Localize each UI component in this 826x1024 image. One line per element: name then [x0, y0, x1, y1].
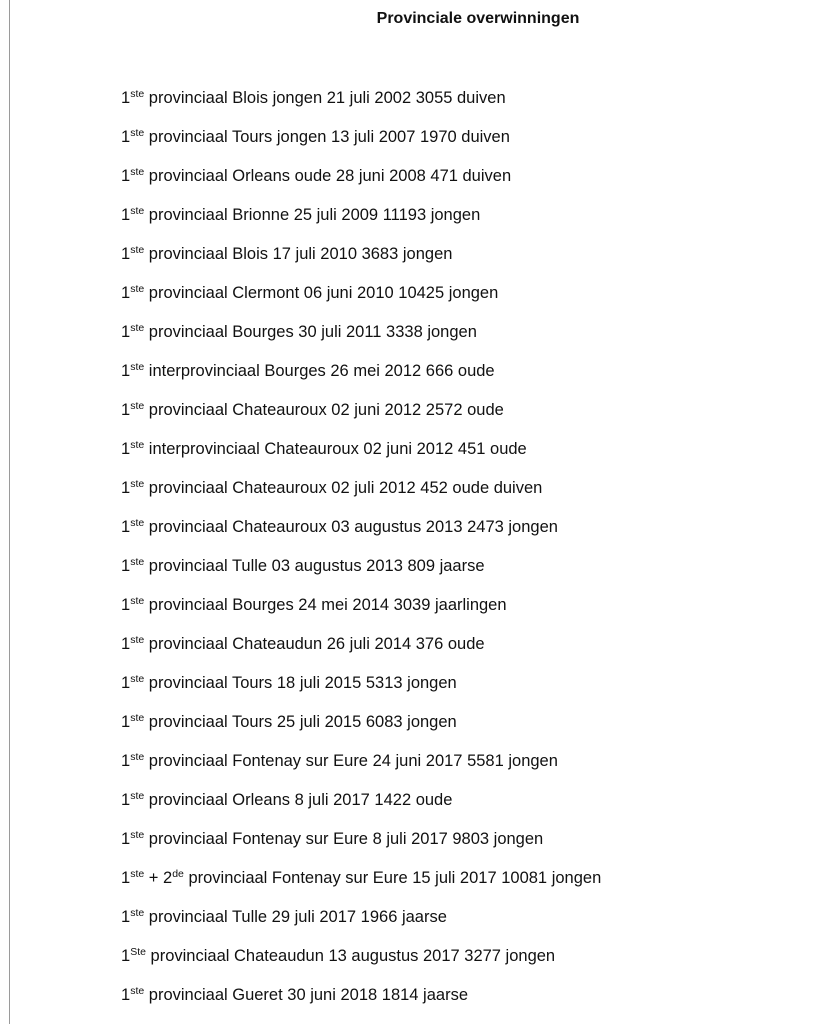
entry-rank-suffix: ste — [130, 400, 145, 412]
entry-description: provinciaal Tulle 29 juli 2017 1966 jaarse — [144, 908, 447, 926]
entry-rank-extra: + 2 — [144, 869, 173, 887]
entry-rank-suffix: ste — [130, 517, 145, 529]
entry-rank-suffix: ste — [130, 205, 145, 217]
list-item — [121, 946, 601, 985]
entry-rank-suffix: ste — [130, 712, 145, 724]
entry-rank: 1 — [121, 128, 131, 146]
entry-rank: 1 — [121, 245, 131, 263]
list-item — [121, 517, 601, 556]
entry-rank-suffix: ste — [130, 673, 145, 685]
entry-rank: 1 — [121, 206, 131, 224]
list-item — [121, 673, 601, 712]
list-item — [121, 322, 601, 361]
list-item — [121, 712, 601, 751]
entry-rank-suffix: ste — [130, 985, 145, 997]
list-item — [121, 88, 601, 127]
list-item — [121, 751, 601, 790]
entry-rank: 1 — [121, 947, 131, 965]
page-edge-divider — [9, 0, 10, 1024]
entry-rank-suffix: ste — [130, 88, 145, 100]
entry-description: provinciaal Orleans 8 juli 2017 1422 oude — [144, 791, 453, 809]
list-item — [121, 907, 601, 946]
entry-rank: 1 — [121, 440, 131, 458]
entry-rank: 1 — [121, 284, 131, 302]
entry-rank: 1 — [121, 869, 131, 887]
entry-description: provinciaal Chateaudun 26 juli 2014 376 oude — [144, 635, 485, 653]
entry-rank: 1 — [121, 323, 131, 341]
entry-description: provinciaal Blois 17 juli 2010 3683 jongen — [144, 245, 453, 263]
entry-description: provinciaal Tours 25 juli 2015 6083 jongen — [144, 713, 457, 731]
entry-description: provinciaal Tulle 03 augustus 2013 809 jaarse — [144, 557, 485, 575]
entry-rank: 1 — [121, 635, 131, 653]
list-item — [121, 595, 601, 634]
list-item — [121, 439, 601, 478]
entry-description: provinciaal Fontenay sur Eure 15 juli 2017 10081 jongen — [183, 869, 602, 887]
entry-description: provinciaal Bourges 30 juli 2011 3338 jongen — [144, 323, 477, 341]
entry-rank-suffix: ste — [130, 907, 145, 919]
entry-description: provinciaal Chateauroux 02 juli 2012 452 oude duiven — [144, 479, 543, 497]
entry-rank: 1 — [121, 752, 131, 770]
list-item — [121, 283, 601, 322]
entry-rank: 1 — [121, 830, 131, 848]
entry-rank-suffix: ste — [130, 166, 145, 178]
entry-description: provinciaal Tours jongen 13 juli 2007 1970 duiven — [144, 128, 510, 146]
entry-description: interprovinciaal Bourges 26 mei 2012 666 oude — [144, 362, 495, 380]
entry-rank-suffix: ste — [130, 868, 145, 880]
list-item — [121, 556, 601, 595]
achievement-list — [121, 88, 601, 1024]
entry-rank: 1 — [121, 596, 131, 614]
entry-description: provinciaal Orleans oude 28 juni 2008 471 duiven — [144, 167, 512, 185]
list-item — [121, 829, 601, 868]
list-item — [121, 127, 601, 166]
entry-rank-suffix: ste — [130, 439, 145, 451]
entry-description: provinciaal Chateauroux 02 juni 2012 2572 oude — [144, 401, 504, 419]
list-item — [121, 478, 601, 517]
entry-rank: 1 — [121, 986, 131, 1004]
entry-rank: 1 — [121, 89, 131, 107]
entry-rank-suffix: ste — [130, 556, 145, 568]
list-item — [121, 868, 601, 907]
entry-rank-extra-suffix: de — [172, 868, 184, 880]
entry-rank: 1 — [121, 362, 131, 380]
entry-rank-suffix: ste — [130, 751, 145, 763]
list-item — [121, 166, 601, 205]
entry-description: provinciaal Chateaudun 13 augustus 2017 3277 jongen — [145, 947, 556, 965]
entry-rank: 1 — [121, 674, 131, 692]
list-item — [121, 985, 601, 1024]
entry-rank-suffix: ste — [130, 478, 145, 490]
entry-rank-suffix: ste — [130, 244, 145, 256]
entry-description: provinciaal Bourges 24 mei 2014 3039 jaarlingen — [144, 596, 507, 614]
page-title: Provinciale overwinningen — [376, 10, 580, 27]
list-item — [121, 790, 601, 829]
entry-description: provinciaal Brionne 25 juli 2009 11193 jongen — [144, 206, 481, 224]
entry-rank-suffix: Ste — [130, 946, 146, 958]
entry-rank: 1 — [121, 908, 131, 926]
list-item — [121, 400, 601, 439]
entry-rank-suffix: ste — [130, 829, 145, 841]
entry-description: provinciaal Gueret 30 juni 2018 1814 jaarse — [144, 986, 468, 1004]
list-item — [121, 361, 601, 400]
entry-description: provinciaal Clermont 06 juni 2010 10425 jongen — [144, 284, 499, 302]
entry-description: provinciaal Fontenay sur Eure 8 juli 2017 9803 jongen — [144, 830, 544, 848]
entry-description: provinciaal Tours 18 juli 2015 5313 jongen — [144, 674, 457, 692]
entry-description: provinciaal Blois jongen 21 juli 2002 3055 duiven — [144, 89, 506, 107]
entry-rank: 1 — [121, 518, 131, 536]
entry-rank: 1 — [121, 557, 131, 575]
list-item — [121, 634, 601, 673]
entry-rank-suffix: ste — [130, 127, 145, 139]
list-item — [121, 244, 601, 283]
entry-rank: 1 — [121, 713, 131, 731]
list-item — [121, 205, 601, 244]
entry-rank: 1 — [121, 401, 131, 419]
entry-rank-suffix: ste — [130, 634, 145, 646]
entry-rank-suffix: ste — [130, 283, 145, 295]
entry-description: provinciaal Fontenay sur Eure 24 juni 2017 5581 jongen — [144, 752, 558, 770]
entry-rank: 1 — [121, 167, 131, 185]
entry-description: interprovinciaal Chateauroux 02 juni 2012 451 oude — [144, 440, 527, 458]
entry-rank: 1 — [121, 791, 131, 809]
entry-rank-suffix: ste — [130, 790, 145, 802]
entry-description: provinciaal Chateauroux 03 augustus 2013 2473 jongen — [144, 518, 558, 536]
entry-rank-suffix: ste — [130, 595, 145, 607]
entry-rank: 1 — [121, 479, 131, 497]
entry-rank-suffix: ste — [130, 361, 145, 373]
entry-rank-suffix: ste — [130, 322, 145, 334]
